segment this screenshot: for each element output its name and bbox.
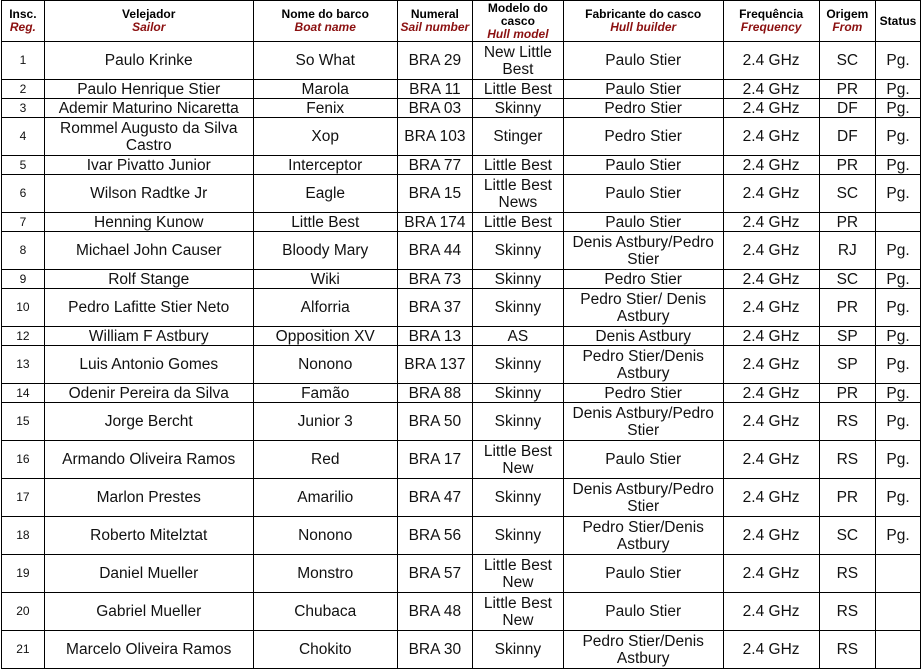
boat-name-cell: Alforria xyxy=(253,289,397,327)
frequency-cell: 2.4 GHz xyxy=(723,289,819,327)
frequency-cell: 2.4 GHz xyxy=(723,80,819,99)
boat-name-cell: Nonono xyxy=(253,346,397,384)
hull-builder-cell: Pedro Stier xyxy=(563,270,723,289)
hull-model-cell: Little Best xyxy=(472,80,563,99)
status-cell: Pg. xyxy=(876,270,921,289)
sailor-cell: Michael John Causer xyxy=(44,232,253,270)
status-cell: Pg. xyxy=(876,118,921,156)
sail-number-cell: BRA 30 xyxy=(397,631,472,669)
origin-cell: PR xyxy=(819,384,875,403)
origin-cell: RS xyxy=(819,441,875,479)
hull-builder-cell: Paulo Stier xyxy=(563,213,723,232)
hull-model-cell: Skinny xyxy=(472,384,563,403)
frequency-cell: 2.4 GHz xyxy=(723,232,819,270)
header-sail-number-pt: Numeral xyxy=(410,7,459,21)
table-row xyxy=(2,555,921,593)
header-origin-pt: Origem xyxy=(826,7,869,21)
reg-cell: 18 xyxy=(2,517,45,555)
sailor-cell: Gabriel Mueller xyxy=(44,593,253,631)
reg-cell: 17 xyxy=(2,479,45,517)
status-cell: Pg. xyxy=(876,156,921,175)
status-cell: Pg. xyxy=(876,289,921,327)
sail-number-cell: BRA 50 xyxy=(397,403,472,441)
status-cell: Pg. xyxy=(876,384,921,403)
header-hull-model-en: Hull model xyxy=(487,26,549,41)
status-cell xyxy=(876,593,921,631)
origin-cell: RS xyxy=(819,403,875,441)
header-sailor-en: Sailor xyxy=(132,20,166,34)
reg-cell: 21 xyxy=(2,631,45,669)
hull-builder-cell: Paulo Stier xyxy=(563,593,723,631)
sail-number-cell: BRA 137 xyxy=(397,346,472,384)
hull-model-cell: Little Best xyxy=(472,213,563,232)
hull-model-cell: Little Best xyxy=(472,156,563,175)
header-sail-number xyxy=(397,1,472,42)
frequency-cell: 2.4 GHz xyxy=(723,175,819,213)
reg-cell: 20 xyxy=(2,593,45,631)
status-cell: Pg. xyxy=(876,479,921,517)
reg-cell: 9 xyxy=(2,270,45,289)
origin-cell: SC xyxy=(819,175,875,213)
hull-builder-cell: Paulo Stier xyxy=(563,80,723,99)
header-frequency xyxy=(723,1,819,42)
table-row xyxy=(2,327,921,346)
header-hull-model xyxy=(472,1,563,42)
sailor-cell: Rommel Augusto da Silva Castro xyxy=(44,118,253,156)
header-hull-builder xyxy=(563,1,723,42)
frequency-cell: 2.4 GHz xyxy=(723,555,819,593)
sail-number-cell: BRA 44 xyxy=(397,232,472,270)
frequency-cell: 2.4 GHz xyxy=(723,156,819,175)
sail-number-cell: BRA 103 xyxy=(397,118,472,156)
reg-cell: 5 xyxy=(2,156,45,175)
hull-builder-cell: Denis Astbury/Pedro Stier xyxy=(563,232,723,270)
hull-builder-cell: Pedro Stier/ Denis Astbury xyxy=(563,289,723,327)
frequency-cell: 2.4 GHz xyxy=(723,99,819,118)
sail-number-cell: BRA 03 xyxy=(397,99,472,118)
hull-builder-cell: Denis Astbury/Pedro Stier xyxy=(563,479,723,517)
header-hull-builder-en: Hull builder xyxy=(610,20,677,34)
sailor-cell: Roberto Mitelztat xyxy=(44,517,253,555)
header-sail-number-en: Sail number xyxy=(400,20,470,34)
boat-name-cell: Amarilio xyxy=(253,479,397,517)
origin-cell: PR xyxy=(819,479,875,517)
hull-model-cell: Skinny xyxy=(472,403,563,441)
boat-name-cell: Little Best xyxy=(253,213,397,232)
table-row xyxy=(2,80,921,99)
frequency-cell: 2.4 GHz xyxy=(723,593,819,631)
sailor-cell: Odenir Pereira da Silva xyxy=(44,384,253,403)
registration-table xyxy=(1,0,921,669)
table-row xyxy=(2,213,921,232)
hull-model-cell: AS xyxy=(472,327,563,346)
reg-cell: 8 xyxy=(2,232,45,270)
frequency-cell: 2.4 GHz xyxy=(723,403,819,441)
status-cell: Pg. xyxy=(876,441,921,479)
origin-cell: RS xyxy=(819,593,875,631)
hull-builder-cell: Pedro Stier/Denis Astbury xyxy=(563,517,723,555)
boat-name-cell: Chubaca xyxy=(253,593,397,631)
boat-name-cell: Red xyxy=(253,441,397,479)
reg-cell: 1 xyxy=(2,42,45,80)
status-cell: Pg. xyxy=(876,403,921,441)
frequency-cell: 2.4 GHz xyxy=(723,213,819,232)
sail-number-cell: BRA 57 xyxy=(397,555,472,593)
origin-cell: DF xyxy=(819,118,875,156)
frequency-cell: 2.4 GHz xyxy=(723,42,819,80)
header-hull-builder-pt: Fabricante do casco xyxy=(585,7,702,21)
hull-model-cell: Skinny xyxy=(472,289,563,327)
frequency-cell: 2.4 GHz xyxy=(723,384,819,403)
status-cell: Pg. xyxy=(876,327,921,346)
header-status xyxy=(876,1,921,42)
boat-name-cell: Xop xyxy=(253,118,397,156)
header-origin-en: From xyxy=(832,20,863,34)
table-row xyxy=(2,441,921,479)
hull-builder-cell: Paulo Stier xyxy=(563,175,723,213)
header-reg-pt: Insc. xyxy=(9,7,37,21)
sailor-cell: Daniel Mueller xyxy=(44,555,253,593)
reg-cell: 3 xyxy=(2,99,45,118)
header-status-pt: Status xyxy=(879,13,917,28)
status-cell: Pg. xyxy=(876,80,921,99)
hull-model-cell: Stinger xyxy=(472,118,563,156)
origin-cell: SC xyxy=(819,42,875,80)
reg-cell: 13 xyxy=(2,346,45,384)
boat-name-cell: Famão xyxy=(253,384,397,403)
hull-model-cell: Skinny xyxy=(472,270,563,289)
sail-number-cell: BRA 174 xyxy=(397,213,472,232)
table-row xyxy=(2,99,921,118)
sailor-cell: Luis Antonio Gomes xyxy=(44,346,253,384)
boat-name-cell: Opposition XV xyxy=(253,327,397,346)
hull-builder-cell: Denis Astbury xyxy=(563,327,723,346)
boat-name-cell: Nonono xyxy=(253,517,397,555)
sailor-cell: William F Astbury xyxy=(44,327,253,346)
reg-cell: 6 xyxy=(2,175,45,213)
sail-number-cell: BRA 37 xyxy=(397,289,472,327)
sailor-cell: Marcelo Oliveira Ramos xyxy=(44,631,253,669)
header-reg xyxy=(2,1,45,42)
hull-builder-cell: Pedro Stier/Denis Astbury xyxy=(563,631,723,669)
origin-cell: PR xyxy=(819,80,875,99)
hull-model-cell: Skinny xyxy=(472,631,563,669)
hull-builder-cell: Paulo Stier xyxy=(563,156,723,175)
sailor-cell: Paulo Krinke xyxy=(44,42,253,80)
status-cell: Pg. xyxy=(876,175,921,213)
boat-name-cell: Interceptor xyxy=(253,156,397,175)
hull-model-cell: Skinny xyxy=(472,479,563,517)
frequency-cell: 2.4 GHz xyxy=(723,479,819,517)
hull-builder-cell: Pedro Stier xyxy=(563,99,723,118)
sail-number-cell: BRA 88 xyxy=(397,384,472,403)
frequency-cell: 2.4 GHz xyxy=(723,441,819,479)
table-row xyxy=(2,346,921,384)
frequency-cell: 2.4 GHz xyxy=(723,118,819,156)
hull-model-cell: Little Best New xyxy=(472,441,563,479)
status-cell: Pg. xyxy=(876,99,921,118)
status-cell xyxy=(876,213,921,232)
header-sailor-pt: Velejador xyxy=(122,7,176,21)
table-row xyxy=(2,270,921,289)
reg-cell: 12 xyxy=(2,327,45,346)
frequency-cell: 2.4 GHz xyxy=(723,270,819,289)
header-row xyxy=(2,1,921,42)
frequency-cell: 2.4 GHz xyxy=(723,346,819,384)
status-cell: Pg. xyxy=(876,42,921,80)
sail-number-cell: BRA 15 xyxy=(397,175,472,213)
origin-cell: SC xyxy=(819,517,875,555)
boat-name-cell: Wiki xyxy=(253,270,397,289)
status-cell xyxy=(876,631,921,669)
table-row xyxy=(2,118,921,156)
origin-cell: PR xyxy=(819,213,875,232)
table-row xyxy=(2,156,921,175)
origin-cell: SP xyxy=(819,346,875,384)
frequency-cell: 2.4 GHz xyxy=(723,631,819,669)
hull-model-cell: Little Best News xyxy=(472,175,563,213)
header-reg-en: Reg. xyxy=(9,20,36,34)
hull-model-cell: Little Best New xyxy=(472,555,563,593)
header-hull-model-pt: Modelo do casco xyxy=(487,0,548,28)
hull-builder-cell: Pedro Stier xyxy=(563,118,723,156)
table-row xyxy=(2,232,921,270)
sail-number-cell: BRA 11 xyxy=(397,80,472,99)
origin-cell: RJ xyxy=(819,232,875,270)
origin-cell: PR xyxy=(819,156,875,175)
reg-cell: 14 xyxy=(2,384,45,403)
sailor-cell: Ademir Maturino Nicaretta xyxy=(44,99,253,118)
sailor-cell: Marlon Prestes xyxy=(44,479,253,517)
reg-cell: 19 xyxy=(2,555,45,593)
sailor-cell: Jorge Bercht xyxy=(44,403,253,441)
header-boat-name-en: Boat name xyxy=(294,20,356,34)
sail-number-cell: BRA 47 xyxy=(397,479,472,517)
table-row xyxy=(2,289,921,327)
status-cell: Pg. xyxy=(876,346,921,384)
sail-number-cell: BRA 29 xyxy=(397,42,472,80)
reg-cell: 2 xyxy=(2,80,45,99)
hull-builder-cell: Pedro Stier/Denis Astbury xyxy=(563,346,723,384)
hull-model-cell: Skinny xyxy=(472,232,563,270)
sail-number-cell: BRA 56 xyxy=(397,517,472,555)
hull-model-cell: Little Best New xyxy=(472,593,563,631)
origin-cell: DF xyxy=(819,99,875,118)
header-frequency-en: Frequency xyxy=(740,20,802,34)
origin-cell: SP xyxy=(819,327,875,346)
hull-model-cell: Skinny xyxy=(472,99,563,118)
hull-builder-cell: Pedro Stier xyxy=(563,384,723,403)
reg-cell: 10 xyxy=(2,289,45,327)
status-cell: Pg. xyxy=(876,232,921,270)
table-row xyxy=(2,403,921,441)
boat-name-cell: Fenix xyxy=(253,99,397,118)
table-row xyxy=(2,42,921,80)
table-row xyxy=(2,631,921,669)
reg-cell: 16 xyxy=(2,441,45,479)
boat-name-cell: Monstro xyxy=(253,555,397,593)
frequency-cell: 2.4 GHz xyxy=(723,517,819,555)
table-row xyxy=(2,517,921,555)
origin-cell: SC xyxy=(819,270,875,289)
sailor-cell: Armando Oliveira Ramos xyxy=(44,441,253,479)
sailor-cell: Rolf Stange xyxy=(44,270,253,289)
header-boat-name-pt: Nome do barco xyxy=(281,7,369,21)
boat-name-cell: Bloody Mary xyxy=(253,232,397,270)
reg-cell: 15 xyxy=(2,403,45,441)
hull-builder-cell: Paulo Stier xyxy=(563,555,723,593)
table-row xyxy=(2,384,921,403)
boat-name-cell: Chokito xyxy=(253,631,397,669)
sail-number-cell: BRA 73 xyxy=(397,270,472,289)
reg-cell: 4 xyxy=(2,118,45,156)
header-origin xyxy=(819,1,875,42)
hull-model-cell: New Little Best xyxy=(472,42,563,80)
header-boat-name xyxy=(253,1,397,42)
status-cell xyxy=(876,555,921,593)
header-sailor xyxy=(44,1,253,42)
sail-number-cell: BRA 13 xyxy=(397,327,472,346)
hull-builder-cell: Paulo Stier xyxy=(563,42,723,80)
origin-cell: RS xyxy=(819,631,875,669)
sail-number-cell: BRA 77 xyxy=(397,156,472,175)
sailor-cell: Henning Kunow xyxy=(44,213,253,232)
boat-name-cell: So What xyxy=(253,42,397,80)
sailor-cell: Pedro Lafitte Stier Neto xyxy=(44,289,253,327)
origin-cell: RS xyxy=(819,555,875,593)
sailor-cell: Paulo Henrique Stier xyxy=(44,80,253,99)
sailor-cell: Ivar Pivatto Junior xyxy=(44,156,253,175)
reg-cell: 7 xyxy=(2,213,45,232)
table-row xyxy=(2,593,921,631)
sail-number-cell: BRA 48 xyxy=(397,593,472,631)
hull-model-cell: Skinny xyxy=(472,517,563,555)
table-row xyxy=(2,175,921,213)
boat-name-cell: Marola xyxy=(253,80,397,99)
boat-name-cell: Junior 3 xyxy=(253,403,397,441)
boat-name-cell: Eagle xyxy=(253,175,397,213)
origin-cell: PR xyxy=(819,289,875,327)
hull-builder-cell: Paulo Stier xyxy=(563,441,723,479)
sailor-cell: Wilson Radtke Jr xyxy=(44,175,253,213)
table-row xyxy=(2,479,921,517)
frequency-cell: 2.4 GHz xyxy=(723,327,819,346)
sail-number-cell: BRA 17 xyxy=(397,441,472,479)
hull-model-cell: Skinny xyxy=(472,346,563,384)
status-cell: Pg. xyxy=(876,517,921,555)
table-body xyxy=(2,42,921,669)
hull-builder-cell: Denis Astbury/Pedro Stier xyxy=(563,403,723,441)
header-frequency-pt: Frequência xyxy=(739,7,804,21)
